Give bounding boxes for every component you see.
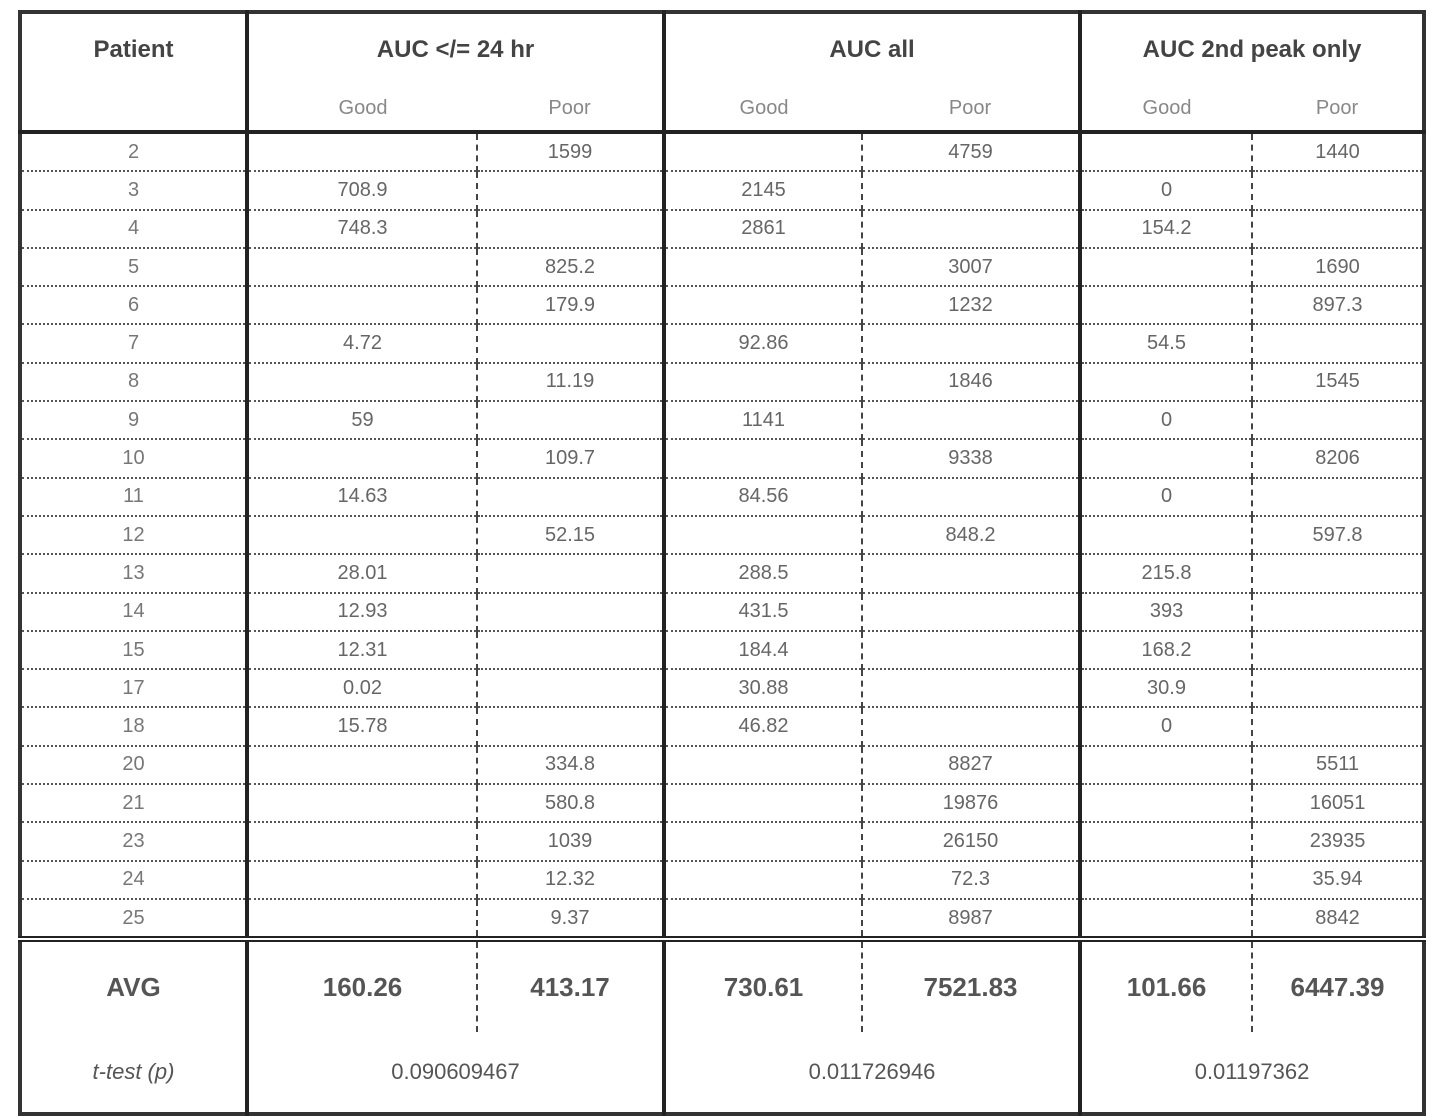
table-row <box>20 210 1424 248</box>
poor-value-cell: 9.37 <box>477 899 664 939</box>
good-value-cell: 154.2 <box>1080 210 1252 248</box>
table-row <box>20 554 1424 592</box>
good-value-cell <box>247 861 477 899</box>
good-value-cell <box>664 822 862 860</box>
good-value-cell: 2145 <box>664 171 862 209</box>
patient-id-cell: 17 <box>20 669 247 707</box>
poor-value-cell: 8842 <box>1252 899 1424 939</box>
good-value-cell <box>247 746 477 784</box>
poor-value-cell: 1232 <box>862 286 1080 324</box>
patient-id-cell: 2 <box>20 132 247 171</box>
patient-id-cell: 4 <box>20 210 247 248</box>
good-value-cell: 0.02 <box>247 669 477 707</box>
good-value-cell: 184.4 <box>664 631 862 669</box>
poor-value-cell <box>1252 669 1424 707</box>
good-value-cell: 54.5 <box>1080 324 1252 362</box>
good-value-cell <box>1080 746 1252 784</box>
good-value-cell <box>1080 784 1252 822</box>
good-value-cell: 46.82 <box>664 707 862 745</box>
table-row <box>20 401 1424 439</box>
good-value-cell: 748.3 <box>247 210 477 248</box>
patient-id-cell: 25 <box>20 899 247 939</box>
auc-table <box>18 10 1426 1116</box>
good-value-cell: 92.86 <box>664 324 862 362</box>
poor-value-cell: 334.8 <box>477 746 664 784</box>
patient-id-cell: 24 <box>20 861 247 899</box>
good-value-cell <box>664 363 862 401</box>
good-value-cell <box>664 132 862 171</box>
good-value-cell <box>1080 861 1252 899</box>
good-value-cell <box>1080 899 1252 939</box>
patient-subheader-blank <box>20 86 247 132</box>
patient-id-cell: 15 <box>20 631 247 669</box>
poor-value-cell: 1545 <box>1252 363 1424 401</box>
poor-value-cell: 12.32 <box>477 861 664 899</box>
avg-label: AVG <box>20 939 247 1032</box>
patient-id-cell: 13 <box>20 554 247 592</box>
good-value-cell <box>247 516 477 554</box>
poor-value-cell <box>477 324 664 362</box>
poor-value-cell <box>862 210 1080 248</box>
poor-value-cell: 19876 <box>862 784 1080 822</box>
poor-value-cell: 23935 <box>1252 822 1424 860</box>
ttest-row <box>20 1032 1424 1114</box>
poor-value-cell: 4759 <box>862 132 1080 171</box>
good-value-cell: 15.78 <box>247 707 477 745</box>
poor-value-cell <box>862 554 1080 592</box>
poor-value-cell <box>1252 324 1424 362</box>
ttest-value: 0.011726946 <box>664 1032 1080 1114</box>
good-value-cell <box>1080 822 1252 860</box>
good-value-cell: 2861 <box>664 210 862 248</box>
patient-id-cell: 7 <box>20 324 247 362</box>
poor-value-cell <box>1252 554 1424 592</box>
poor-value-cell <box>1252 631 1424 669</box>
poor-value-cell <box>477 554 664 592</box>
good-value-cell <box>664 899 862 939</box>
subheader-good: Good <box>247 86 477 132</box>
good-value-cell <box>247 132 477 171</box>
poor-value-cell: 26150 <box>862 822 1080 860</box>
table-row <box>20 746 1424 784</box>
poor-value-cell: 5511 <box>1252 746 1424 784</box>
good-value-cell: 393 <box>1080 593 1252 631</box>
table-row <box>20 286 1424 324</box>
avg-value: 730.61 <box>664 939 862 1032</box>
good-value-cell <box>1080 439 1252 477</box>
good-value-cell <box>1080 363 1252 401</box>
table-row <box>20 861 1424 899</box>
good-value-cell <box>247 784 477 822</box>
good-value-cell: 288.5 <box>664 554 862 592</box>
good-value-cell: 30.88 <box>664 669 862 707</box>
table-row <box>20 516 1424 554</box>
poor-value-cell <box>1252 401 1424 439</box>
subheader-good: Good <box>664 86 862 132</box>
poor-value-cell: 179.9 <box>477 286 664 324</box>
avg-value: 413.17 <box>477 939 664 1032</box>
poor-value-cell <box>1252 210 1424 248</box>
avg-value: 6447.39 <box>1252 939 1424 1032</box>
poor-value-cell: 16051 <box>1252 784 1424 822</box>
good-value-cell <box>1080 516 1252 554</box>
good-value-cell <box>1080 248 1252 286</box>
poor-value-cell <box>862 669 1080 707</box>
good-value-cell: 28.01 <box>247 554 477 592</box>
good-value-cell <box>247 899 477 939</box>
table-row <box>20 669 1424 707</box>
subheader-poor: Poor <box>1252 86 1424 132</box>
table-row <box>20 324 1424 362</box>
good-value-cell: 84.56 <box>664 478 862 516</box>
poor-value-cell: 3007 <box>862 248 1080 286</box>
good-value-cell: 14.63 <box>247 478 477 516</box>
avg-value: 7521.83 <box>862 939 1080 1032</box>
table-row <box>20 363 1424 401</box>
good-value-cell: 0 <box>1080 401 1252 439</box>
poor-value-cell <box>862 631 1080 669</box>
poor-value-cell: 848.2 <box>862 516 1080 554</box>
table-row <box>20 784 1424 822</box>
good-value-cell: 30.9 <box>1080 669 1252 707</box>
poor-value-cell <box>477 669 664 707</box>
patient-id-cell: 8 <box>20 363 247 401</box>
good-value-cell <box>247 822 477 860</box>
poor-value-cell: 8987 <box>862 899 1080 939</box>
table-row <box>20 439 1424 477</box>
good-value-cell <box>247 248 477 286</box>
poor-value-cell <box>862 478 1080 516</box>
poor-value-cell: 1440 <box>1252 132 1424 171</box>
poor-value-cell: 580.8 <box>477 784 664 822</box>
table-row <box>20 707 1424 745</box>
patient-id-cell: 21 <box>20 784 247 822</box>
poor-value-cell: 109.7 <box>477 439 664 477</box>
table-row <box>20 899 1424 939</box>
poor-value-cell <box>1252 593 1424 631</box>
avg-value: 160.26 <box>247 939 477 1032</box>
poor-value-cell <box>1252 707 1424 745</box>
table-row <box>20 132 1424 171</box>
table-row <box>20 593 1424 631</box>
poor-value-cell <box>477 478 664 516</box>
poor-value-cell: 72.3 <box>862 861 1080 899</box>
poor-value-cell: 1846 <box>862 363 1080 401</box>
good-value-cell <box>1080 286 1252 324</box>
ttest-value: 0.090609467 <box>247 1032 664 1114</box>
good-value-cell <box>664 784 862 822</box>
table-body <box>20 132 1424 939</box>
poor-value-cell: 897.3 <box>1252 286 1424 324</box>
table-row <box>20 478 1424 516</box>
good-value-cell <box>664 516 862 554</box>
poor-value-cell <box>477 631 664 669</box>
good-value-cell: 12.31 <box>247 631 477 669</box>
ttest-value: 0.01197362 <box>1080 1032 1424 1114</box>
good-value-cell: 215.8 <box>1080 554 1252 592</box>
patient-id-cell: 6 <box>20 286 247 324</box>
avg-row <box>20 939 1424 1032</box>
good-value-cell: 59 <box>247 401 477 439</box>
poor-value-cell: 52.15 <box>477 516 664 554</box>
patient-id-cell: 9 <box>20 401 247 439</box>
poor-value-cell <box>477 210 664 248</box>
good-value-cell: 4.72 <box>247 324 477 362</box>
patient-id-cell: 10 <box>20 439 247 477</box>
poor-value-cell: 597.8 <box>1252 516 1424 554</box>
poor-value-cell <box>1252 478 1424 516</box>
poor-value-cell: 8827 <box>862 746 1080 784</box>
table-row <box>20 171 1424 209</box>
table-row <box>20 248 1424 286</box>
poor-value-cell <box>862 593 1080 631</box>
avg-value: 101.66 <box>1080 939 1252 1032</box>
patient-id-cell: 20 <box>20 746 247 784</box>
poor-value-cell: 11.19 <box>477 363 664 401</box>
good-value-cell <box>664 286 862 324</box>
poor-value-cell: 9338 <box>862 439 1080 477</box>
poor-value-cell <box>477 171 664 209</box>
poor-value-cell <box>1252 171 1424 209</box>
good-value-cell: 0 <box>1080 478 1252 516</box>
patient-id-cell: 3 <box>20 171 247 209</box>
poor-value-cell: 825.2 <box>477 248 664 286</box>
good-value-cell <box>664 439 862 477</box>
patient-id-cell: 14 <box>20 593 247 631</box>
good-value-cell <box>247 439 477 477</box>
group-header-auc-2nd-peak: AUC 2nd peak only <box>1080 12 1424 86</box>
good-value-cell: 0 <box>1080 171 1252 209</box>
patient-id-cell: 18 <box>20 707 247 745</box>
subheader-poor: Poor <box>862 86 1080 132</box>
poor-value-cell: 1599 <box>477 132 664 171</box>
poor-value-cell <box>477 593 664 631</box>
poor-value-cell: 8206 <box>1252 439 1424 477</box>
ttest-label: t-test (p) <box>20 1032 247 1114</box>
group-header-auc-all: AUC all <box>664 12 1080 86</box>
poor-value-cell <box>862 324 1080 362</box>
good-value-cell: 12.93 <box>247 593 477 631</box>
poor-value-cell <box>477 707 664 745</box>
good-value-cell: 431.5 <box>664 593 862 631</box>
good-value-cell <box>247 286 477 324</box>
patient-id-cell: 23 <box>20 822 247 860</box>
patient-id-cell: 5 <box>20 248 247 286</box>
table-summary <box>20 939 1424 1114</box>
patient-id-cell: 11 <box>20 478 247 516</box>
subheader-poor: Poor <box>477 86 664 132</box>
good-value-cell <box>1080 132 1252 171</box>
poor-value-cell: 35.94 <box>1252 861 1424 899</box>
good-value-cell <box>664 861 862 899</box>
table-row <box>20 631 1424 669</box>
good-value-cell <box>664 746 862 784</box>
subheader-good: Good <box>1080 86 1252 132</box>
poor-value-cell: 1690 <box>1252 248 1424 286</box>
poor-value-cell <box>862 401 1080 439</box>
group-header-auc-24hr: AUC </= 24 hr <box>247 12 664 86</box>
good-value-cell: 168.2 <box>1080 631 1252 669</box>
table-row <box>20 822 1424 860</box>
good-value-cell: 708.9 <box>247 171 477 209</box>
good-value-cell: 0 <box>1080 707 1252 745</box>
good-value-cell: 1141 <box>664 401 862 439</box>
poor-value-cell <box>862 707 1080 745</box>
patient-id-cell: 12 <box>20 516 247 554</box>
poor-value-cell <box>862 171 1080 209</box>
good-value-cell <box>247 363 477 401</box>
poor-value-cell: 1039 <box>477 822 664 860</box>
poor-value-cell <box>477 401 664 439</box>
patient-header: Patient <box>20 12 247 86</box>
good-value-cell <box>664 248 862 286</box>
